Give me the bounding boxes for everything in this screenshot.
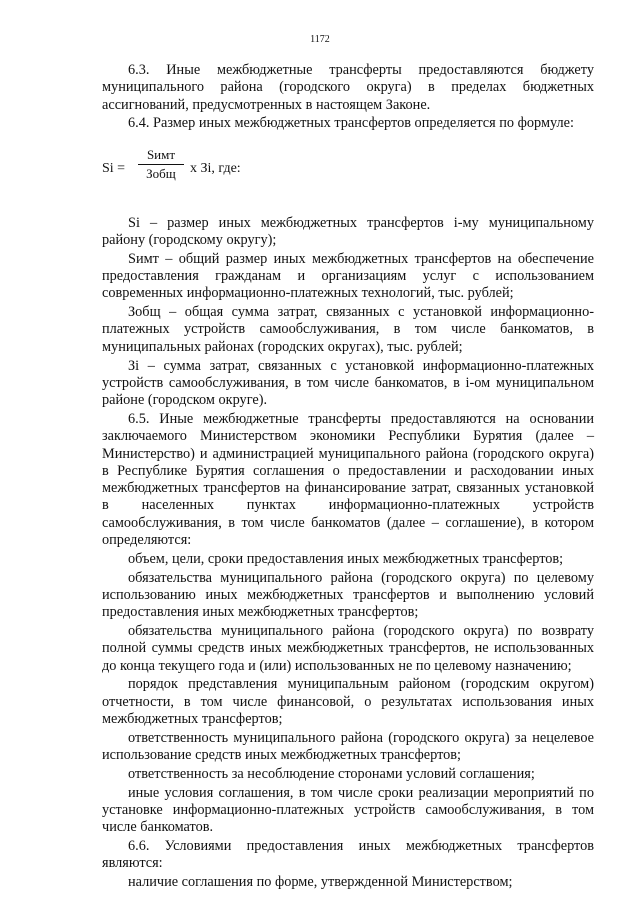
- list-item: объем, цели, сроки предоставления иных межбюджетных трансфертов;: [128, 550, 564, 567]
- paragraph-6-6: 6.6. Условиями предоставления иных межбюджетных трансфертов являются:: [102, 838, 594, 872]
- list-item: порядок представления муниципальным районом (городским округом) отчетности, в том числе финансовой, о результатах использования иных межбюджетных трансфертов;: [102, 676, 594, 727]
- formula-rhs: x Зi, где:: [190, 160, 241, 176]
- list-item: ответственность за несоблюдение сторонами условий соглашения;: [128, 765, 535, 782]
- list-item: наличие соглашения по форме, утвержденной Министерством;: [128, 874, 513, 891]
- formula-numerator: Sимт: [146, 146, 176, 162]
- formula-fraction: [138, 147, 184, 182]
- list-item: ответственность муниципального района (городского округа) за нецелевое использование средств иных межбюджетных трансфертов;: [102, 729, 594, 764]
- formula-lhs: Si =: [102, 160, 126, 176]
- page-number: 1172: [310, 34, 330, 45]
- formula: [102, 139, 594, 201]
- definition-zobshch: Зобщ – общая сумма затрат, связанных с установкой информационно-платежных устройств самообслуживания, в том числе банкоматов, в муниципальных районах (городских округах), тыс. рублей;: [102, 304, 594, 355]
- list-item: обязательства муниципального района (городского округа) по целевому использованию иных межбюджетных трансфертов и выполнению условий предоставления иных межбюджетных трансфертов;: [102, 569, 594, 621]
- paragraph-6-4: 6.4. Размер иных межбюджетных трансфертов определяется по формуле:: [128, 115, 574, 132]
- definition-si: Si – размер иных межбюджетных трансфертов i-му муниципальному району (городскому округу);: [102, 214, 594, 248]
- paragraph-6-3: 6.3. Иные межбюджетные трансферты предоставляются бюджету муниципального района (городского округа) в пределах бюджетных ассигнований, предусмотренных в настоящем Законе.: [102, 62, 594, 113]
- definition-simt: Sимт – общий размер иных межбюджетных трансфертов на обеспечение предоставления гражданам и организациям услуг с использованием современных информационно-платежных технологий, тыс. рублей;: [102, 250, 594, 302]
- definition-zi: Зi – сумма затрат, связанных с установкой информационно-платежных устройств самообслуживания, в том числе банкоматов, в i-ом муниципальном районе (городском округе).: [102, 357, 594, 409]
- document-body: [102, 62, 594, 893]
- fraction-bar: [138, 164, 184, 165]
- formula-denominator: Зобщ: [146, 165, 176, 181]
- list-item: иные условия соглашения, в том числе сроки реализации мероприятий по установке информационно-платежных устройств самообслуживания, в том числе банкоматов.: [102, 784, 594, 836]
- paragraph-6-5: 6.5. Иные межбюджетные трансферты предоставляются на основании заключаемого Министерством экономики Республики Бурятия (далее – Министерство) и администрацией муниципального района (городского округа) в Республике Бурятия соглашения о предоставлении и расходовании иных межбюджетных трансфертов на финансирование затрат, связанных установкой в населенных пунктах информационно-платежных устройств самообслуживания, в том числе банкоматов (далее – соглашение), в котором определяются:: [102, 410, 594, 549]
- list-item: обязательства муниципального района (городского округа) по возврату полной суммы средств иных межбюджетных трансфертов, не использованных до конца текущего года и (или) использованных не по целевому назначению;: [102, 623, 594, 674]
